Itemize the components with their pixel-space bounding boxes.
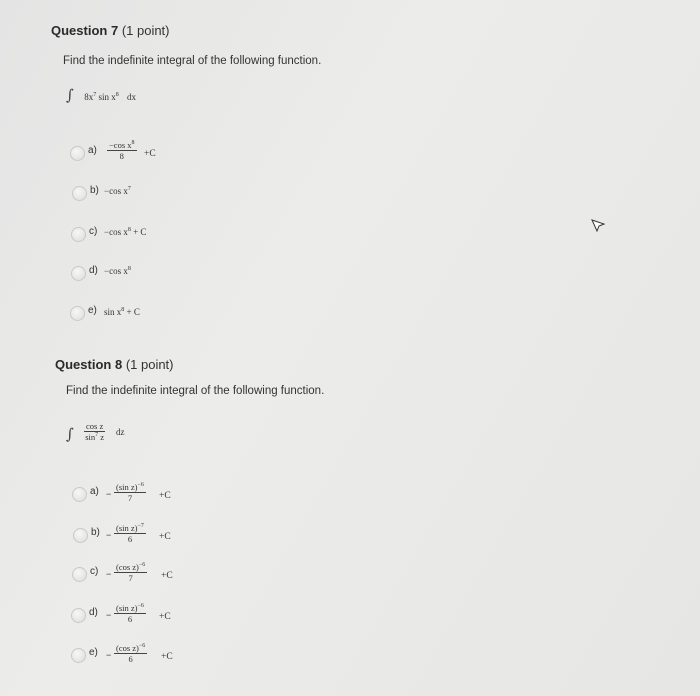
q7-d-exponent: 8	[127, 266, 131, 272]
q8-option-d-radio[interactable]	[71, 608, 86, 623]
integrand-coefficient: 8x	[84, 92, 94, 102]
q7-c-exponent: 8	[127, 227, 131, 233]
q7-option-c-radio[interactable]	[71, 227, 86, 242]
q8-option-e-fraction[interactable]	[114, 643, 147, 664]
q8-e-denominator: 6	[128, 654, 133, 664]
q8-a-denominator: 7	[127, 493, 133, 503]
q7-a-numerator: −cos x	[109, 140, 132, 150]
q8-option-d-plus-c: +C	[159, 612, 171, 622]
question-7-title: Question 7	[51, 23, 119, 38]
q8-option-b-plus-c: +C	[159, 532, 171, 542]
q7-e-text: sin x	[104, 307, 122, 317]
q8-option-e-radio[interactable]	[71, 648, 86, 663]
q8-integrand-den-exp: 7	[95, 432, 99, 439]
question-8-prompt: Find the indefinite integral of the following function.	[66, 385, 325, 397]
q8-option-d-sign: −	[106, 610, 112, 620]
q7-option-e-radio[interactable]	[70, 306, 85, 321]
integral-sign: ∫	[66, 86, 74, 104]
question-8-title: Question 8	[55, 357, 123, 372]
q8-option-c-sign: −	[106, 569, 112, 579]
q7-option-d-expression[interactable]	[104, 266, 131, 276]
q7-e-exponent: 8	[121, 307, 125, 313]
q8-option-b-fraction[interactable]	[114, 523, 146, 544]
q8-c-numerator: (cos z)	[116, 562, 139, 572]
q8-a-exponent: −6	[137, 482, 144, 489]
integrand-exponent-2: 8	[115, 92, 119, 98]
q7-option-a-fraction[interactable]	[107, 140, 137, 161]
mouse-cursor-icon	[590, 218, 606, 234]
question-7-heading	[51, 23, 170, 38]
q7-c-text: −cos x	[104, 227, 128, 237]
q8-integrand-den-sin: sin	[85, 432, 96, 442]
q8-option-e-letter: e)	[89, 647, 98, 658]
q7-a-denominator: 8	[119, 151, 124, 161]
q8-option-a-radio[interactable]	[72, 487, 87, 502]
q8-b-exponent: −7	[137, 523, 144, 530]
q8-option-c-letter: c)	[90, 566, 99, 577]
q7-option-a-radio[interactable]	[70, 146, 85, 161]
q8-d-numerator: (sin z)	[116, 603, 138, 613]
q8-option-d-fraction[interactable]	[114, 603, 146, 624]
q7-e-plus-c: + C	[124, 307, 140, 317]
question-8-points: (1 point)	[125, 357, 174, 372]
q8-option-b-letter: b)	[91, 527, 100, 538]
q8-option-c-plus-c: +C	[161, 571, 173, 581]
integrand-sin: sin x	[96, 92, 116, 102]
q7-option-e-letter: e)	[88, 305, 97, 316]
q8-c-exponent: −6	[138, 562, 146, 569]
q8-option-c-fraction[interactable]	[114, 562, 147, 583]
q8-e-exponent: −6	[138, 643, 146, 650]
q8-option-a-plus-c: +C	[159, 491, 171, 501]
q7-option-b-expression[interactable]	[104, 186, 131, 196]
q8-integrand-numerator: cos z	[86, 421, 104, 431]
q8-option-e-plus-c: +C	[161, 652, 173, 662]
q8-option-c-radio[interactable]	[72, 567, 87, 582]
question-7-prompt: Find the indefinite integral of the following function.	[63, 55, 322, 67]
question-7-points: (1 point)	[121, 23, 170, 38]
q7-option-e-expression[interactable]	[104, 307, 140, 317]
q7-option-c-letter: c)	[89, 226, 98, 237]
q8-integrand-dz: dz	[116, 427, 125, 437]
q8-d-denominator: 6	[127, 614, 133, 624]
q7-a-exponent: 8	[131, 140, 135, 147]
q7-d-text: −cos x	[104, 266, 128, 276]
question-7-integral	[66, 86, 136, 105]
q8-option-b-radio[interactable]	[73, 528, 88, 543]
q7-option-c-expression[interactable]	[104, 227, 146, 237]
q8-b-numerator: (sin z)	[116, 523, 138, 533]
q7-b-text: −cos x	[104, 186, 128, 196]
q8-option-d-letter: d)	[89, 607, 98, 618]
q7-option-a-plus-c: +C	[144, 149, 156, 159]
q8-integrand-fraction	[84, 421, 105, 442]
q8-d-exponent: −6	[137, 603, 144, 610]
q7-c-plus-c: + C	[130, 227, 147, 237]
integrand-dx: dx	[127, 92, 137, 102]
q8-option-e-sign: −	[106, 650, 112, 660]
q7-option-d-radio[interactable]	[71, 266, 86, 281]
q8-e-numerator: (cos z)	[116, 643, 139, 653]
q8-b-denominator: 6	[127, 534, 133, 544]
q8-c-denominator: 7	[128, 573, 133, 583]
q8-a-numerator: (sin z)	[116, 482, 138, 492]
q8-integrand-den-var: z	[98, 432, 105, 442]
q7-option-b-letter: b)	[90, 185, 99, 196]
q8-option-a-sign: −	[106, 489, 112, 499]
q7-b-exponent: 7	[127, 186, 131, 192]
q8-option-b-sign: −	[106, 530, 112, 540]
question-8-heading	[55, 357, 174, 372]
integral-sign-q8: ∫	[66, 425, 74, 443]
q7-option-a-letter: a)	[88, 145, 97, 156]
q8-option-a-letter: a)	[90, 486, 99, 497]
q7-option-b-radio[interactable]	[72, 186, 87, 201]
integrand-exponent: 7	[93, 92, 97, 98]
q7-option-d-letter: d)	[89, 265, 98, 276]
q8-option-a-fraction[interactable]	[114, 482, 146, 503]
